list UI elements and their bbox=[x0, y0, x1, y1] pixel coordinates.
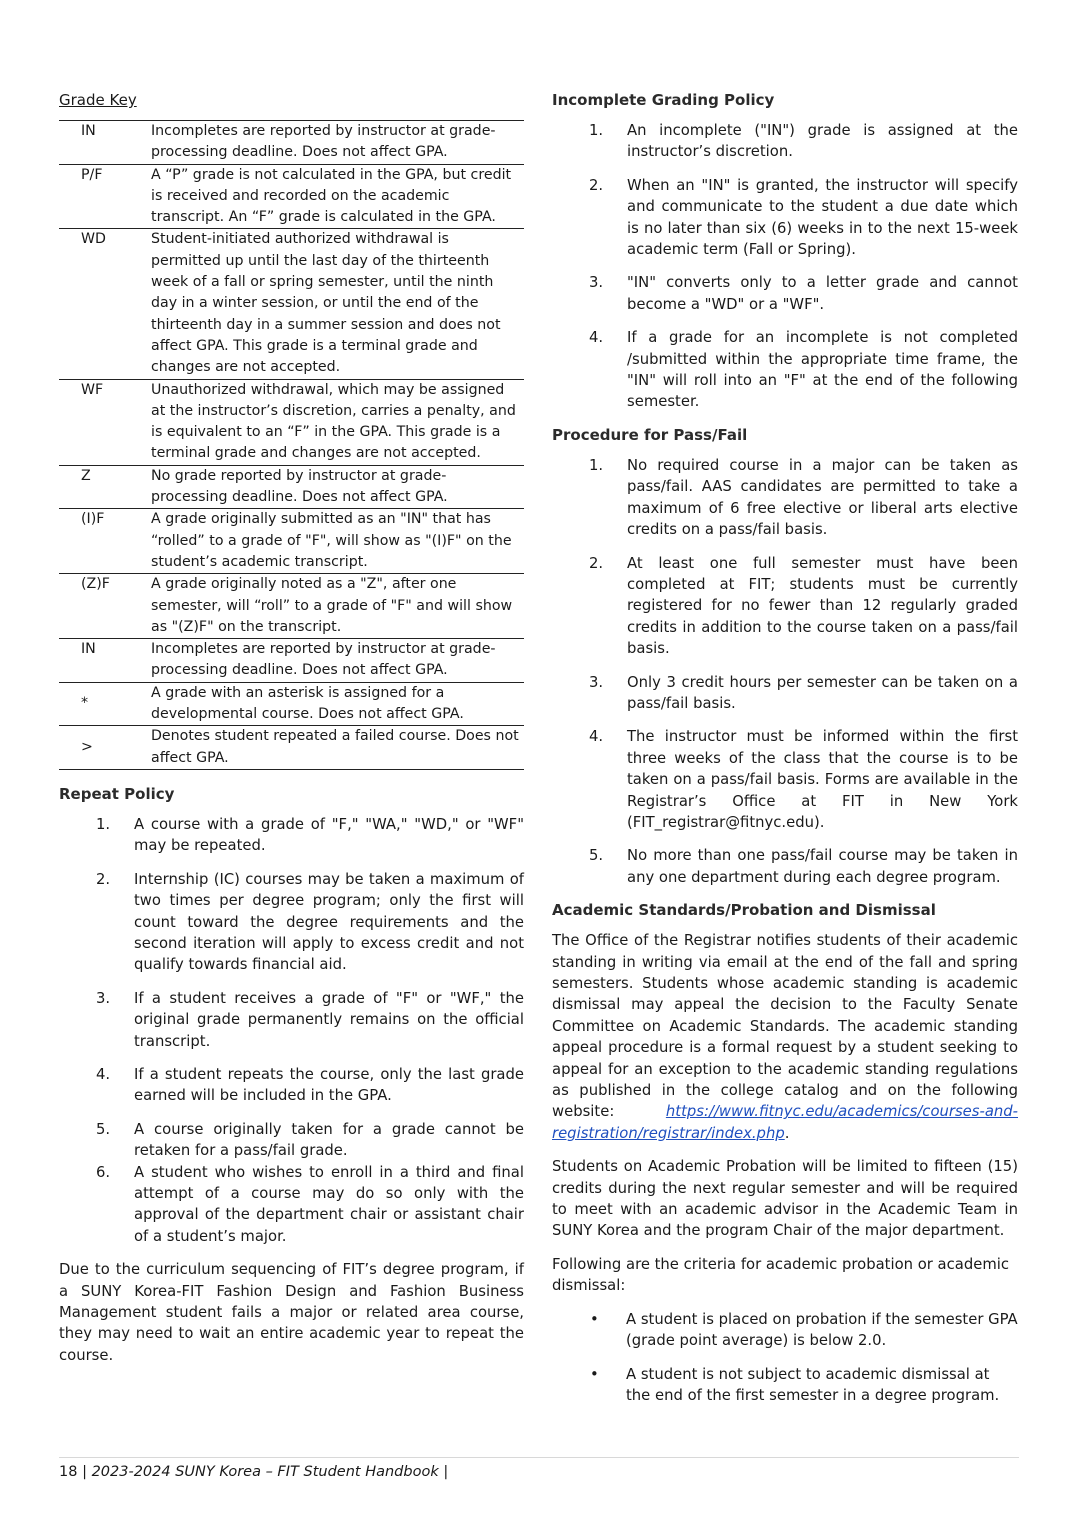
incomplete-policy-list bbox=[552, 120, 1018, 413]
grade-description: Incompletes are reported by instructor at grade-processing deadline. Does not affect GPA. bbox=[151, 121, 524, 165]
list-item-text: A student is not subject to academic dismissal at the end of the first semester in a degree program. bbox=[626, 1365, 1000, 1404]
table-row bbox=[59, 465, 524, 509]
footer-separator: | bbox=[443, 1464, 449, 1480]
page-footer bbox=[59, 1462, 448, 1482]
list-item: 1. No required course in a major can be taken as pass/fail. AAS candidates are permitted to take a maximum of 6 free elective or liberal arts elective credits on a pass/fail basis. bbox=[589, 456, 1018, 539]
list-item-text: Only 3 credit hours per semester can be taken on a pass/fail basis. bbox=[627, 673, 1018, 712]
incomplete-policy-title: Incomplete Grading Policy bbox=[552, 91, 775, 109]
academic-standards-text: The Office of the Registrar notifies students of their academic standing in writing via email at the end of the fall and spring semesters. Students whose academic standing is academic dismissal may appeal the decision to the Faculty Senate Committee on Academic Standards. The academic standing appeal procedure is a formal request by a student seeking to appeal for an exception to the academic standing regulations as published in the college catalog and on the following website: bbox=[552, 932, 1018, 1121]
list-item-text: A course with a grade of "F," "WA," "WD," or "WF" may be repeated. bbox=[134, 815, 524, 855]
list-item: 5. A course originally taken for a grade cannot be retaken for a pass/fail grade. bbox=[96, 1120, 524, 1160]
period: . bbox=[784, 1124, 790, 1142]
list-item-text: An incomplete ("IN") grade is assigned at the instructor’s discretion. bbox=[627, 122, 1018, 161]
grade-key-table bbox=[59, 120, 524, 770]
footer-separator: | bbox=[82, 1464, 87, 1480]
repeat-policy-title: Repeat Policy bbox=[59, 784, 175, 803]
list-item: 4. If a grade for an incomplete is not completed /submitted within the appropriate time frame, the "IN" will roll into an "F" at the end of the following semester. bbox=[589, 329, 1018, 411]
repeat-policy-list bbox=[59, 814, 524, 1247]
table-row bbox=[59, 574, 524, 639]
document-title: 2023-2024 SUNY Korea – FIT Student Handbook bbox=[91, 1464, 439, 1480]
list-item-text: The instructor must be informed within the first three weeks of the class that the course is to be taken on a pass/fail basis. Forms are available in the Registrar’s Office at FIT in New York (FIT_registrar@fitnyc.edu). bbox=[627, 728, 1018, 831]
grade-description: A grade with an asterisk is assigned for a developmental course. Does not affect GPA. bbox=[151, 682, 524, 726]
grade-code: > bbox=[59, 726, 151, 770]
criteria-list bbox=[552, 1309, 1018, 1407]
academic-standards-paragraph bbox=[552, 930, 1018, 1144]
list-item: 2. Internship (IC) courses may be taken a maximum of two times per degree program; only the first will count toward the degree requirements and the second iteration will apply to excess credit and not qualify towards financial aid. bbox=[96, 870, 524, 974]
list-item-text: A student is placed on probation if the semester GPA (grade point average) is below 2.0. bbox=[626, 1310, 1018, 1350]
list-item: 2. When an "IN" is granted, the instructor will specify and communicate to the student a due date which is no later than six (6) weeks in to the next 15-week academic term (Fall or Spring). bbox=[589, 176, 1018, 259]
grade-description: Incompletes are reported by instructor at grade-processing deadline. Does not affect GPA. bbox=[151, 639, 524, 683]
table-row bbox=[59, 682, 524, 726]
pass-fail-title: Procedure for Pass/Fail bbox=[552, 425, 748, 444]
page-number: 18 bbox=[59, 1464, 78, 1480]
grade-code: (I)F bbox=[59, 509, 151, 574]
grade-code: Z bbox=[59, 465, 151, 509]
list-item-text: At least one full semester must have been completed at FIT; students must be currently registered for no fewer than 12 regularly graded credits in addition to the course taken on a pass/fail basis. bbox=[627, 554, 1018, 658]
grade-description: Student-initiated authorized withdrawal is permitted up until the last day of the thirteenth week of a fall or spring semester, until the ninth day in a winter session, or until the end of the thirteenth day in a summer session and does not affect GPA. This grade is a terminal grade and changes are not accepted. bbox=[151, 229, 524, 379]
list-item: 4. The instructor must be informed within the first three weeks of the class that the course is to be taken on a pass/fail basis. Forms are available in the Registrar’s Office at FIT in New York (FIT_registrar@fitnyc.edu). bbox=[589, 728, 1018, 831]
list-item-text: When an "IN" is granted, the instructor will specify and communicate to the student a due date which is no later than six (6) weeks in to the next 15-week academic term (Fall or Spring). bbox=[627, 176, 1018, 259]
grade-description: A grade originally noted as a "Z", after one semester, will “roll” to a grade of "F" and will show as "(Z)F" on the transcript. bbox=[151, 574, 524, 639]
pass-fail-list bbox=[552, 455, 1018, 888]
right-column bbox=[552, 90, 1018, 1418]
list-item: 3. If a student receives a grade of "F" or "WF," the original grade permanently remains on the official transcript. bbox=[96, 989, 524, 1050]
academic-standards-title: Academic Standards/Probation and Dismissal bbox=[552, 901, 936, 920]
grade-code: P/F bbox=[59, 164, 151, 229]
criteria-paragraph: Following are the criteria for academic probation or academic dismissal: bbox=[552, 1255, 1009, 1295]
grade-description: No grade reported by instructor at grade-processing deadline. Does not affect GPA. bbox=[151, 465, 524, 509]
left-column bbox=[59, 90, 524, 1378]
grade-code: * bbox=[59, 682, 151, 726]
list-item-text: A course originally taken for a grade cannot be retaken for a pass/fail grade. bbox=[134, 1120, 524, 1160]
footer-divider bbox=[59, 1457, 1019, 1458]
list-item-text: No required course in a major can be taken as pass/fail. AAS candidates are permitted to take a maximum of 6 free elective or liberal arts elective credits on a pass/fail basis. bbox=[627, 456, 1018, 539]
grade-code: IN bbox=[59, 639, 151, 683]
list-item bbox=[552, 1364, 1018, 1407]
bullet-icon: • bbox=[590, 1310, 599, 1328]
list-item-text: "IN" converts only to a letter grade and cannot become a "WD" or a "WF". bbox=[627, 274, 1018, 313]
grade-code: WD bbox=[59, 229, 151, 379]
list-item-text: If a student receives a grade of "F" or "WF," the original grade permanently remains on the official transcript. bbox=[134, 989, 524, 1050]
grade-code: WF bbox=[59, 379, 151, 465]
table-row bbox=[59, 379, 524, 465]
table-row bbox=[59, 121, 524, 165]
list-item: 3. Only 3 credit hours per semester can be taken on a pass/fail basis. bbox=[589, 673, 1018, 712]
grade-key-title: Grade Key bbox=[59, 91, 137, 109]
list-item: 6. A student who wishes to enroll in a third and final attempt of a course may do so only with the approval of the department chair or assistant chair of a student’s major. bbox=[96, 1163, 524, 1245]
list-item: 2. At least one full semester must have been completed at FIT; students must be currently registered for no fewer than 12 regularly graded credits in addition to the course taken on a pass/fail basis. bbox=[589, 554, 1018, 658]
list-item: 5. No more than one pass/fail course may be taken in any one department during each degree program. bbox=[589, 847, 1018, 886]
table-row bbox=[59, 639, 524, 683]
probation-paragraph: Students on Academic Probation will be limited to fifteen (15) credits during the next regular semester and will be required to meet with an academic advisor in the Academic Team in SUNY Korea and the program Chair of the major department. bbox=[552, 1158, 1018, 1240]
list-item: 3. "IN" converts only to a letter grade and cannot become a "WD" or a "WF". bbox=[589, 274, 1018, 313]
table-row bbox=[59, 229, 524, 379]
table-row bbox=[59, 509, 524, 574]
table-row bbox=[59, 164, 524, 229]
list-item: 4. If a student repeats the course, only the last grade earned will be included in the GPA. bbox=[96, 1065, 524, 1105]
list-item bbox=[552, 1309, 1018, 1352]
list-item: 1. A course with a grade of "F," "WA," "WD," or "WF" may be repeated. bbox=[96, 815, 524, 855]
list-item-text: A student who wishes to enroll in a third and final attempt of a course may do so only with the approval of the department chair or assistant chair of a student’s major. bbox=[134, 1163, 524, 1245]
grade-code: IN bbox=[59, 121, 151, 165]
repeat-policy-closing: Due to the curriculum sequencing of FIT’s degree program, if a SUNY Korea-FIT Fashion Design and Fashion Business Management student fails a major or related area course, they may need to wait an entire academic year to repeat the course. bbox=[59, 1261, 524, 1364]
list-item-text: If a grade for an incomplete is not completed /submitted within the appropriate time frame, the "IN" will roll into an "F" at the end of the following semester. bbox=[627, 329, 1018, 411]
list-item-text: No more than one pass/fail course may be taken in any one department during each degree program. bbox=[627, 847, 1018, 886]
list-item: 1. An incomplete ("IN") grade is assigned at the instructor’s discretion. bbox=[589, 122, 1018, 161]
table-row bbox=[59, 726, 524, 770]
grade-description: Unauthorized withdrawal, which may be assigned at the instructor’s discretion, carries a penalty, and is equivalent to an “F” in the GPA. This grade is a terminal grade and changes are not accepted. bbox=[151, 379, 524, 465]
grade-description: A grade originally submitted as an "IN" that has “rolled” to a grade of "F", will show as "(I)F" on the student’s academic transcript. bbox=[151, 509, 524, 574]
grade-code: (Z)F bbox=[59, 574, 151, 639]
grade-description: Denotes student repeated a failed course. Does not affect GPA. bbox=[151, 726, 524, 770]
list-item-text: Internship (IC) courses may be taken a maximum of two times per degree program; only the first will count toward the degree requirements and the second iteration will apply to excess credit and not qualify towards financial aid. bbox=[134, 870, 524, 974]
bullet-icon: • bbox=[590, 1365, 599, 1383]
grade-description: A “P” grade is not calculated in the GPA, but credit is received and recorded on the academic transcript. An “F” grade is calculated in the GPA. bbox=[151, 164, 524, 229]
list-item-text: If a student repeats the course, only the last grade earned will be included in the GPA. bbox=[134, 1065, 524, 1105]
registrar-link[interactable]: https://www.fitnyc.edu/academics/courses-and-registration/registrar/index.php bbox=[552, 1103, 1018, 1142]
